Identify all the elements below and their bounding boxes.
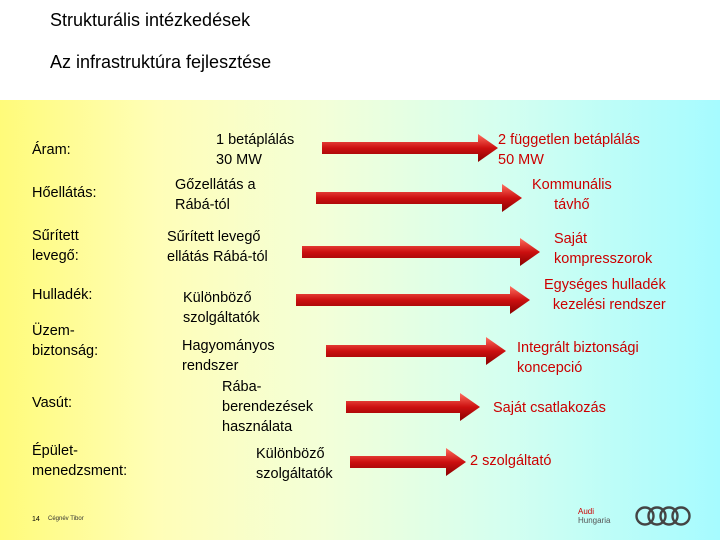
target-hulladek: Egységes hulladék kezelési rendszer [544, 277, 666, 313]
arrow-vasut [346, 393, 480, 421]
target-uzembiztonsag: Integrált biztonsági koncepció [517, 340, 639, 376]
brand-line-2: Hungaria [578, 516, 611, 525]
current-hulladek: Különböző szolgáltatók [183, 290, 260, 326]
arrow-epuletmenedzsment [350, 448, 466, 476]
brand-line-1: Audi [578, 507, 595, 516]
current-hoellatas: Gőzellátás a Rábá-tól [175, 177, 256, 213]
slide-title: Strukturális intézkedések [50, 10, 251, 30]
arrow-aram [322, 134, 498, 162]
target-epuletmenedzsment: 2 szolgáltató [470, 453, 552, 469]
slide-subtitle: Az infrastruktúra fejlesztése [50, 52, 272, 72]
target-vasut: Saját csatlakozás [493, 400, 606, 416]
target-hoellatas: Kommunális távhő [532, 177, 612, 213]
arrow-hulladek [296, 286, 530, 314]
footer-text: Cégnév Tibor [48, 516, 84, 522]
current-epuletmenedzsment: Különböző szolgáltatók [256, 446, 333, 482]
page-number: 14 [32, 516, 40, 523]
category-hoellatas: Hőellátás: [32, 185, 97, 201]
target-aram: 2 független betáplálás 50 MW [498, 132, 640, 168]
arrow-hoellatas [316, 184, 522, 212]
target-suritett-levego: Saját kompresszorok [554, 231, 653, 267]
current-uzembiztonsag: Hagyományos rendszer [182, 338, 275, 374]
current-suritett-levego: Sűrített levegő ellátás Rábá-tól [167, 229, 268, 265]
arrow-uzembiztonsag [326, 337, 506, 365]
brand-name [578, 507, 610, 525]
category-hulladek: Hulladék: [32, 287, 93, 303]
current-aram: 1 betáplálás 30 MW [216, 132, 295, 168]
category-uzembiztonsag: Üzem- biztonság: [32, 323, 99, 359]
category-suritett-levego: Sűrített levegő: [32, 228, 79, 264]
current-vasut: Rába- berendezések használata [222, 379, 314, 435]
arrow-surített [302, 238, 540, 266]
category-aram: Áram: [32, 142, 71, 158]
category-epuletmenedzsment: Épület- menedzsment: [32, 443, 128, 479]
audi-rings-logo [634, 505, 692, 527]
category-vasut: Vasút: [32, 395, 73, 411]
